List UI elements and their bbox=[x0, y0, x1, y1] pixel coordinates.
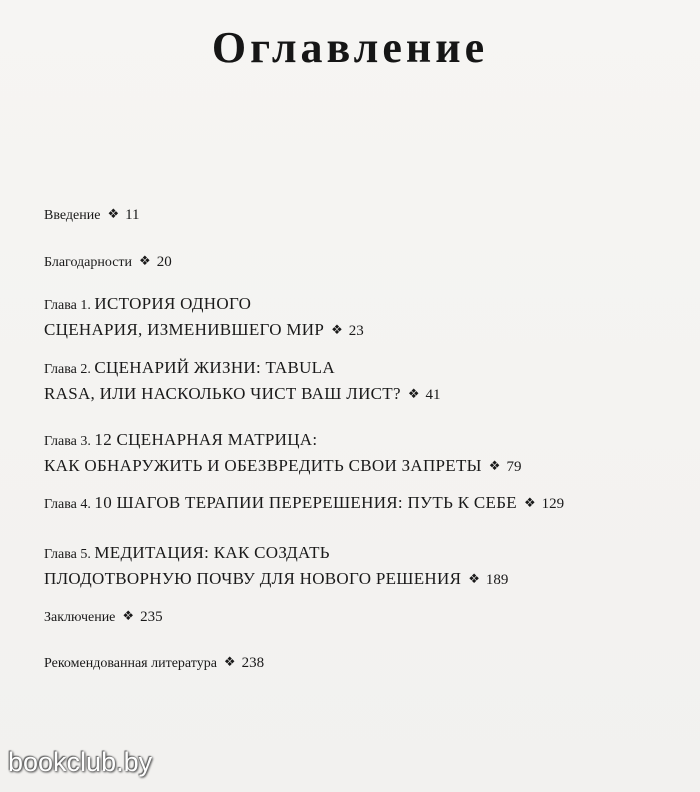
toc-line bbox=[44, 567, 508, 592]
toc-line bbox=[44, 250, 172, 275]
entry-title: КАК ОБНАРУЖИТЬ И ОБЕЗВРЕДИТЬ СВОИ ЗАПРЕТЫ bbox=[44, 456, 482, 475]
toc-entry bbox=[44, 292, 364, 343]
entry-lead: Глава 3. bbox=[44, 434, 95, 449]
toc-line bbox=[44, 491, 564, 517]
ornament-icon: ❖ bbox=[223, 654, 236, 669]
entry-title: 12 СЦЕНАРНАЯ МАТРИЦА: bbox=[94, 430, 318, 449]
toc-entry bbox=[44, 203, 140, 228]
entry-lead: Рекомендованная литература bbox=[44, 656, 217, 671]
entry-title: RASA, ИЛИ НАСКОЛЬКО ЧИСТ ВАШ ЛИСТ? bbox=[44, 384, 401, 403]
entry-title: ПЛОДОТВОРНУЮ ПОЧВУ ДЛЯ НОВОГО РЕШЕНИЯ bbox=[44, 569, 462, 588]
ornament-icon: ❖ bbox=[488, 458, 501, 473]
entry-title: СЦЕНАРИЙ ЖИЗНИ: TABULA bbox=[94, 358, 335, 377]
ornament-icon: ❖ bbox=[139, 253, 151, 268]
entry-lead: Глава 2. bbox=[44, 362, 95, 377]
entry-title: 10 ШАГОВ ТЕРАПИИ ПЕРЕРЕШЕНИЯ: ПУТЬ К СЕБЕ bbox=[94, 493, 517, 512]
ornament-icon: ❖ bbox=[468, 571, 480, 586]
entry-lead: Благодарности bbox=[44, 255, 133, 270]
entry-lead: Заключение bbox=[44, 610, 116, 625]
entry-title: ИСТОРИЯ ОДНОГО bbox=[94, 294, 252, 313]
ornament-icon: ❖ bbox=[331, 322, 343, 337]
page-number: 41 bbox=[425, 387, 441, 403]
entry-title: СЦЕНАРИЯ, ИЗМЕНИВШЕГО МИР bbox=[44, 320, 325, 339]
toc-line bbox=[44, 203, 140, 228]
ornament-icon: ❖ bbox=[523, 495, 536, 510]
ornament-icon: ❖ bbox=[407, 386, 420, 401]
toc-line bbox=[44, 292, 364, 318]
toc-entry bbox=[44, 491, 564, 517]
toc-entry bbox=[44, 428, 521, 479]
ornament-icon: ❖ bbox=[122, 608, 135, 623]
entry-lead: Глава 5. bbox=[44, 547, 95, 562]
toc-line bbox=[44, 356, 440, 382]
ornament-icon: ❖ bbox=[107, 206, 120, 221]
toc-line bbox=[44, 382, 440, 407]
entry-lead: Глава 4. bbox=[44, 497, 95, 512]
page-number: 235 bbox=[140, 609, 163, 625]
toc-line bbox=[44, 651, 264, 676]
page-title: Оглавление bbox=[211, 23, 489, 72]
page-number: 23 bbox=[348, 323, 364, 339]
toc-line bbox=[44, 605, 163, 630]
entry-lead: Введение bbox=[44, 208, 101, 223]
toc-line bbox=[44, 454, 521, 479]
watermark: bookclub.by bbox=[8, 747, 153, 777]
toc-entry bbox=[44, 651, 264, 676]
toc-entry bbox=[44, 250, 172, 275]
page-number: 20 bbox=[156, 254, 172, 270]
page-number: 129 bbox=[541, 496, 565, 512]
entry-title: МЕДИТАЦИЯ: КАК СОЗДАТЬ bbox=[94, 543, 330, 562]
page-number: 79 bbox=[506, 459, 522, 475]
toc-line bbox=[44, 318, 364, 343]
toc-entry bbox=[44, 605, 163, 630]
toc-line bbox=[44, 541, 508, 567]
toc-line bbox=[44, 428, 521, 454]
toc-entry bbox=[44, 541, 508, 592]
page-number: 11 bbox=[125, 207, 140, 223]
toc-entry bbox=[44, 356, 440, 407]
page-number: 189 bbox=[485, 572, 509, 588]
page-number: 238 bbox=[241, 655, 265, 671]
entry-lead: Глава 1. bbox=[44, 298, 95, 313]
